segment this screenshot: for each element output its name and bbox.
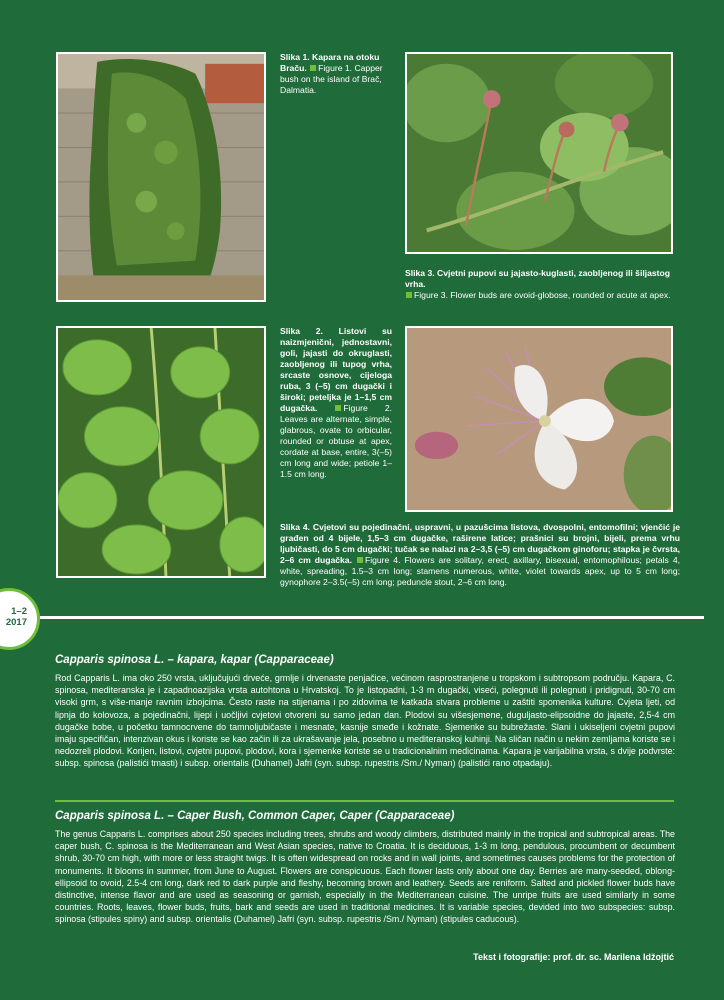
- figure-4-photo: [405, 326, 673, 512]
- divider-rule: [40, 616, 704, 619]
- figure-4-caption: Slika 4. Cvjetovi su pojedinačni, uspravni, u pazušcima listova, dvospolni, entomofilni; vjenčić je građen od 4 bijele, 1,5–3 cm dugačke, raširene latice; prašnici su brojni, bijeli, prema vrhu ljubičasti, do 5 cm dugački; tučak se nalazi na 2–3,5 (–5) cm dugačkom ginoforu; stapka je čvrsta, 2–6 cm dugačka. Figure 4. Flowers are solitary, erect, axillary, bisexual, entomophilous; petals 4, white, spreading, 1.5–3 cm long; stamens numerous, white, violet towards apex, up to 5 cm long; gynophore 2–3.5(–5) cm long; peduncle stout, 2–6 cm long.: [280, 522, 680, 587]
- article-en-title: Capparis spinosa L. – Caper Bush, Common Caper, Caper (Capparaceae): [55, 810, 455, 822]
- green-square-icon: [406, 292, 412, 298]
- article-hr-text: Rod Capparis L. ima oko 250 vrsta, uključujući drveće, grmlje i drvenaste penjačice, većinom rasprostranjene u tropskom i subtropsom području. Kapara, C. spinosa, mediteranska je i zapadnoazijska vrsta autohtona u Hrvatskoj. To je listopadni, 1-3 m dugački, viseći, polegnuti ili polegnuti i pridignuti, 30-70 cm visoki grm, s više-manje ravnim izbojcima. Često raste na stijenama i po zidovima te katkada stvara probleme u zaštiti spomenika kulture. Cvjeta ljeti, od lipnja do kolovoza, a pojedinačni, lijepi i uočljivi cvjetovi otvoreni su samo jedan dan. Plodovi su višesjemene, duguljasto-elipsoidne do jajaste, 2,5-4 cm dugačke bobe, u početku tamnocrvene do tamnoljubičaste i mesnate, kasnije smeđe i kožnate. Sjemenke su bubrežaste. Slani i ukiseljeni cvjetni pupovi imaju specifičan, intenzivan okus i koriste se kao začin ili za ukrašavanje jela, posebno u mediteranskoj kuhinji. Na sličan način u nekim zemljama koriste se i nedozreli plodovi. Korijen, listovi, cvjetni pupovi, plodovi, kora i sjemenke koriste se u tradicionalnim medicinama. Kapara je varijabilna vrsta, s dvije podvrste: subsp. spinosa (palistići tmasti) i subsp. orientalis (Duhamel) Jafri (syn. subsp. rupestris /Sm./ Nyman) (palistići rano otpadaju).: [55, 673, 675, 769]
- green-square-icon: [335, 405, 341, 411]
- green-square-icon: [310, 65, 316, 71]
- figure-1-photo: [56, 52, 266, 302]
- photo-credit: Tekst i fotografije: prof. dr. sc. Marilena Idžojtić: [473, 952, 674, 962]
- green-square-icon: [357, 557, 363, 563]
- article-en-text: The genus Capparis L. comprises about 250 species including trees, shrubs and woody climbers, distributed mainly in the tropical and subtropical areas. The caper bush, C. spinosa is the Mediterranean and West Asian species, native to Croatia. It is deciduous, 1-3 m long, pendulous, procumbent or decumbent shrub, 30-70 cm high, with more or less straight twigs. It is often widespread on rocks and in wall joints, and sometimes causes problems for the protection of monuments. It blooms in summer, from June to August. Flowers are conspicuous. Each flower lasts only about one day. Berries are many-seeded, oblong-ellipsoid to ovoid, 2.5-4 cm long, dark red to dark purple and fleshy, becoming brown and leathery. Seeds are reniform. Salted and pickled flower buds have distinctive, intense flavor and are used as seasoning or garnish, especially in the Mediterranean cuisine. The unripe fruits are used similarly in some countries. Roots, leaves, flower buds, fruits, bark and seeds are used in traditional medicines. It is variable species, devided into two subspecies: subsp. spinosa (stipules spiny) and subsp. orientalis (Duhamel) Jafri (syn. subsp. rupestris /Sm./ Nyman) (stipules caducous).: [55, 829, 675, 925]
- figure-3-caption: Slika 3. Cvjetni pupovi su jajasto-kuglasti, zaobljenog ili šiljastog vrha. Figure 3. Flower buds are ovoid-globose, rounded or acute at apex.: [405, 268, 671, 300]
- page-number-badge: 1–2 2017: [0, 588, 40, 650]
- figure-2-caption: Slika 2. Listovi su naizmjenični, jednostavni, goli, jajasti do okruglasti, zaobljenog ili tupog vrha, srcaste osnove, cijeloga ruba, 3 (–5) cm dugački i široki; peteljka je 1–1,5 cm dugačka. Figure 2. Leaves are alternate, simple, glabrous, ovate to orbicular, rounded or obtuse at apex, cordate at base, entire, 3(–5) cm long and wide; petiole 1–1.5 cm long.: [280, 326, 393, 479]
- article-hr-title: Capparis spinosa L. – kapara, kapar (Capparaceae): [55, 654, 334, 666]
- figure-3-photo: [405, 52, 673, 254]
- section-separator: [55, 800, 674, 802]
- figure-2-photo: [56, 326, 266, 578]
- figure-1-caption: Slika 1. Kapara na otoku Braču. Figure 1. Capper bush on the island of Brač, Dalmatia.: [280, 52, 383, 95]
